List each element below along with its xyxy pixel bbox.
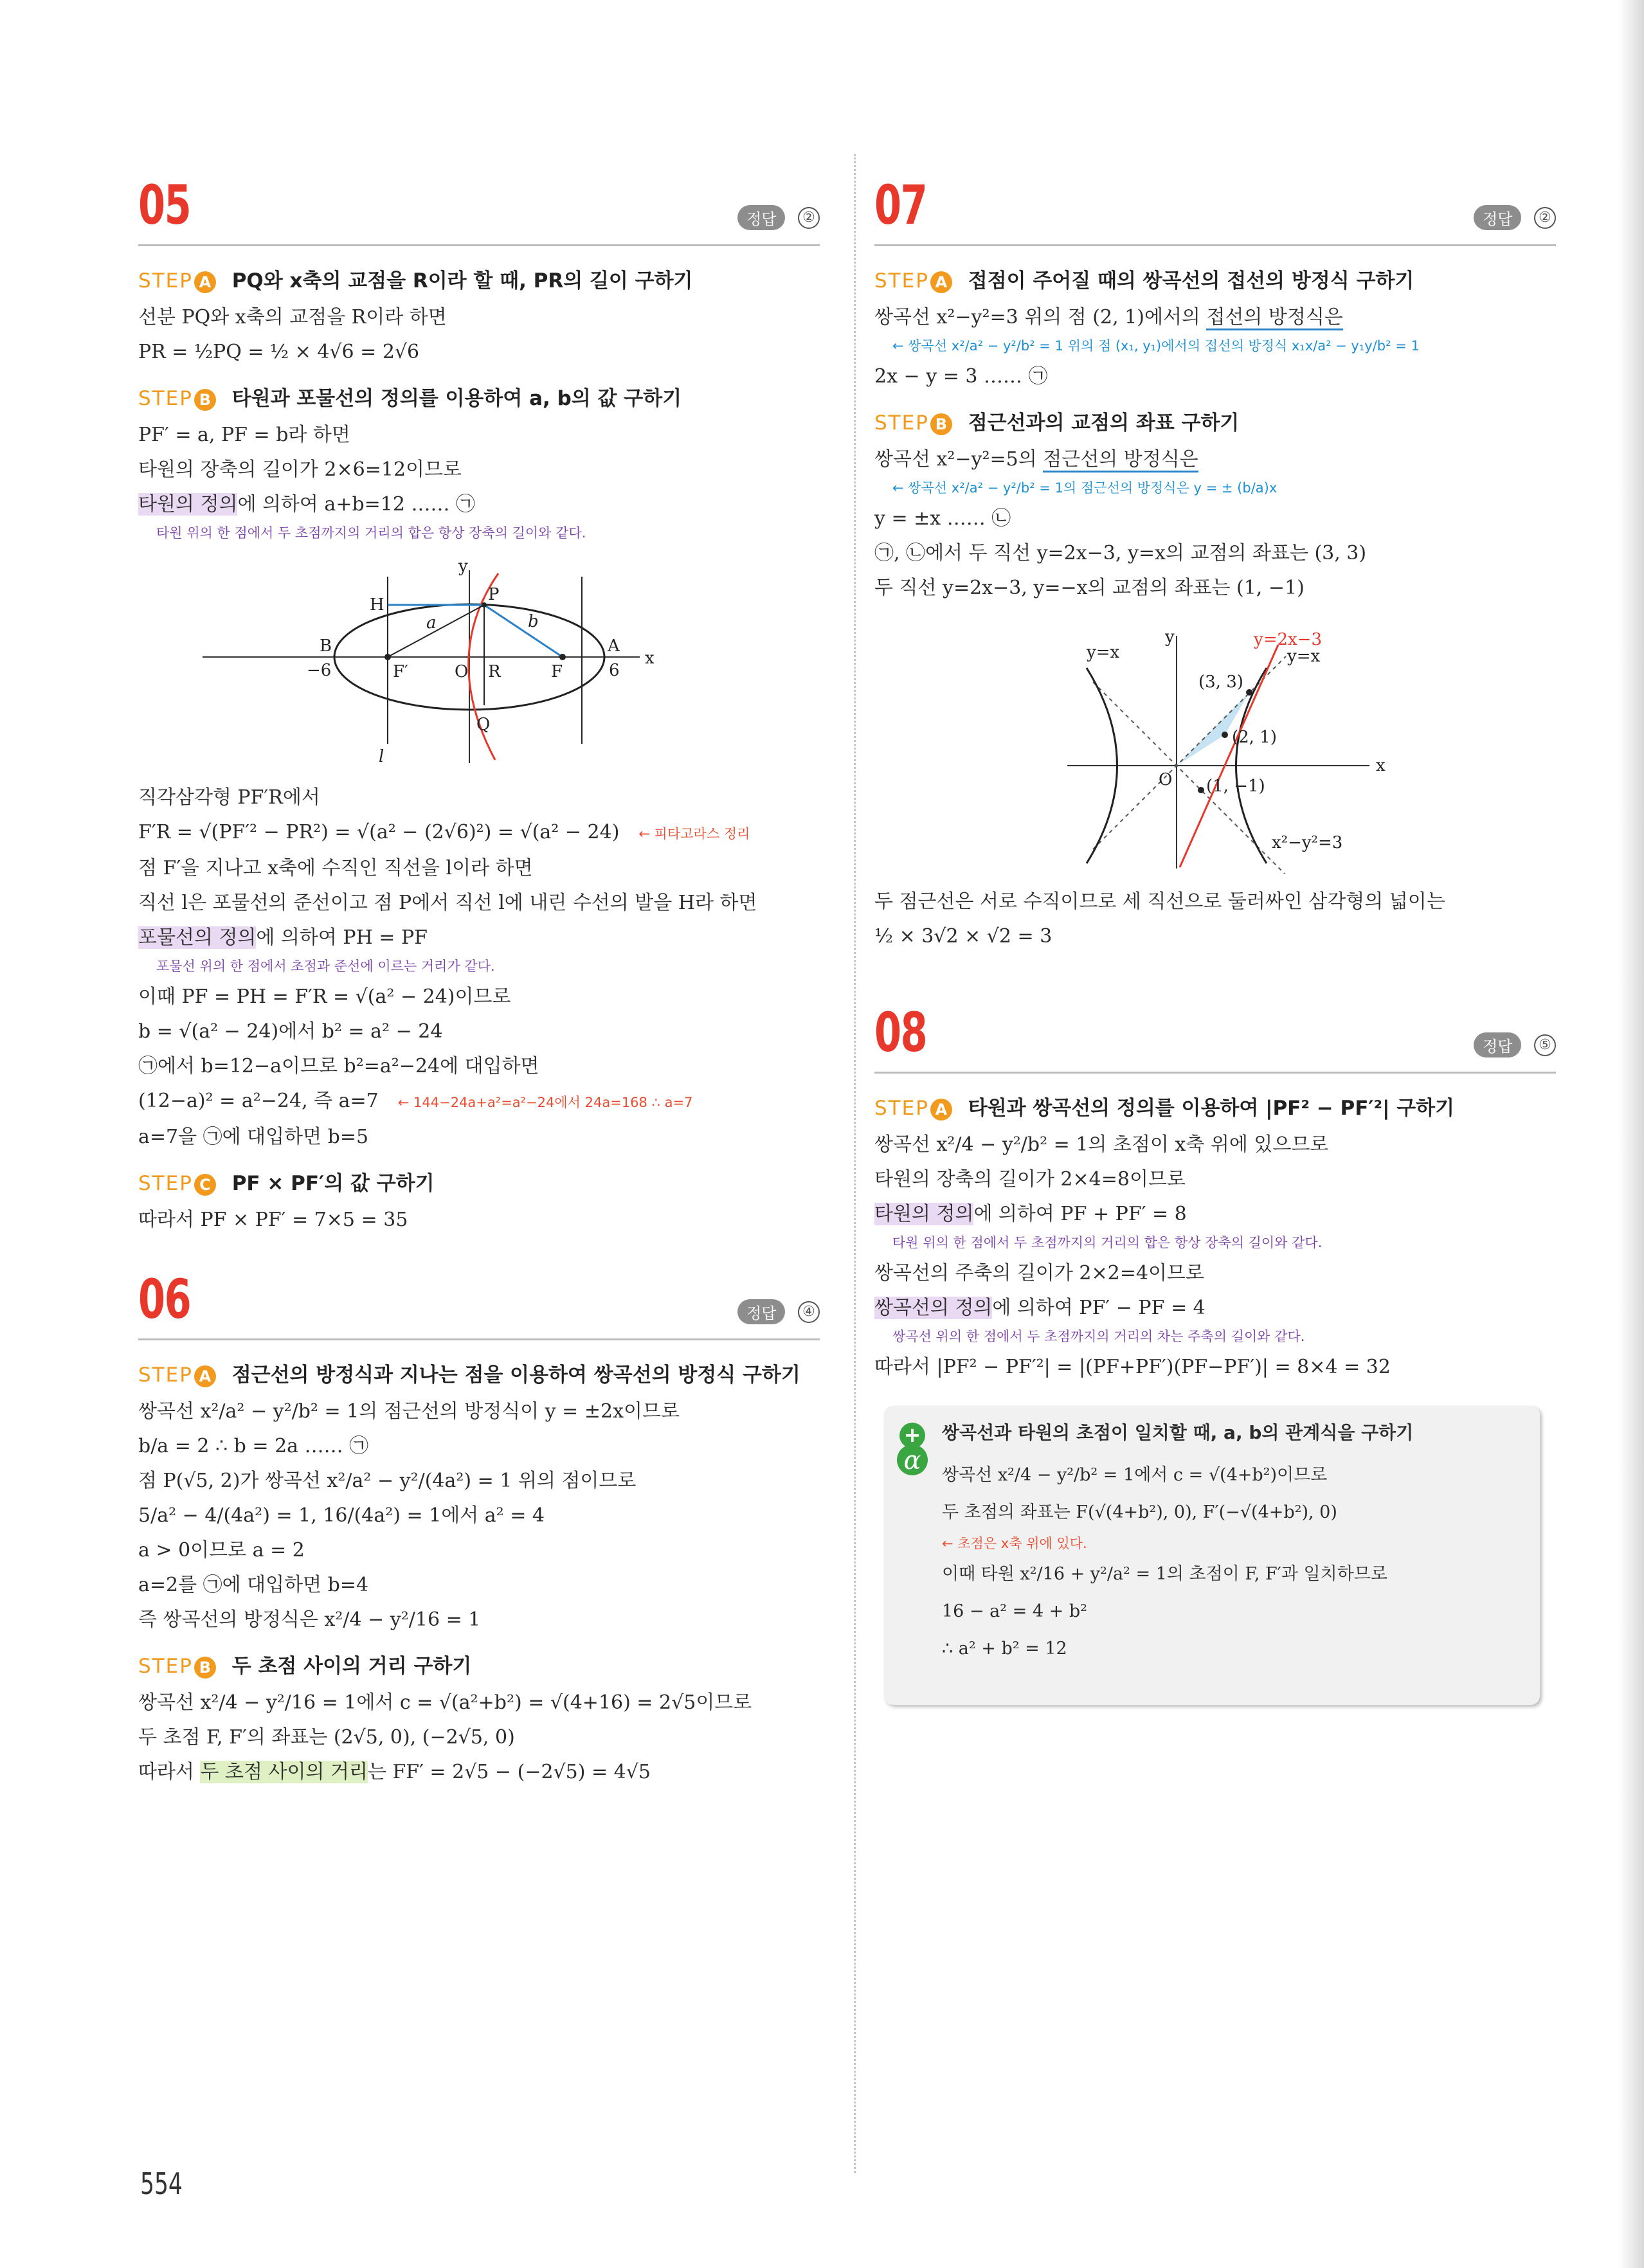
fig-label: b (528, 612, 539, 631)
q05-line-4: 타원의 장축의 길이가 2×6=12이므로 (138, 458, 462, 481)
q08-step-a (874, 1092, 1556, 1120)
answer-badge: 정답 (1474, 205, 1521, 230)
q07-line-1: 쌍곡선 x²−y²=3 위의 점 (2, 1)에서의 접선의 방정식은 (874, 305, 1556, 330)
alpha-line-5: ∴ a² + b² = 12 (942, 1639, 1067, 1659)
q06-line-3: 점 P(√5, 2)가 쌍곡선 x²/a² − y²/(4a²) = 1 위의 점이므로 (138, 1470, 637, 1492)
answer-badge: 정답 (1474, 1032, 1521, 1058)
q07-step-a (874, 264, 1556, 293)
q07-line-4: y = ±x …… ㉡ (874, 507, 1011, 530)
q05-step-c (138, 1167, 820, 1196)
fig-label: x (1376, 756, 1386, 775)
q05-line-3: PF′ = a, PF = b라 하면 (138, 424, 350, 446)
q08-note-ellipse: 타원 위의 한 점에서 두 초점까지의 거리의 합은 항상 장축의 길이와 같다. (892, 1235, 1323, 1250)
q05-line-5: 타원의 정의에 의하여 a+b=12 …… ㉠ (138, 493, 476, 516)
q08-number: 08 (874, 1001, 927, 1064)
q06-step-b (138, 1650, 820, 1679)
step-title: 두 초점 사이의 거리 구하기 (231, 1655, 472, 1678)
fig-label: y=x (1287, 647, 1321, 666)
q05-line-7: F′R = √(PF′² − PR²) = √(a² − (2√6)²) = √(a² − 24) ← 피타고라스 정리 (138, 821, 750, 843)
q06-line-4: 5/a² − 4/(4a²) = 1, 16/(4a²) = 1에서 a² = 4 (138, 1504, 545, 1527)
step-title: 점근선과의 교점의 좌표 구하기 (968, 411, 1240, 435)
answer-badge: 정답 (737, 1299, 785, 1324)
q05-line-15: a=7을 ㉠에 대입하면 b=5 (138, 1126, 369, 1148)
fig-label: x²−y²=3 (1272, 833, 1343, 852)
q08-line-3: 타원의 정의에 의하여 PF + PF′ = 8 (874, 1203, 1187, 1225)
q05-line-11: 이때 PF = PH = F′R = √(a² − 24)이므로 (138, 986, 511, 1008)
step-tag: STEP B (138, 1655, 216, 1678)
step-title: 타원과 쌍곡선의 정의를 이용하여 |PF² − PF′²| 구하기 (968, 1097, 1455, 1120)
fig-label: y (1165, 627, 1175, 647)
q07-answer-choice: ② (1534, 207, 1556, 229)
q05-answer (737, 205, 820, 230)
q05-line-6: 직각삼각형 PF′R에서 (138, 786, 320, 809)
step-title: 접점이 주어질 때의 쌍곡선의 접선의 방정식 구하기 (968, 269, 1414, 292)
fig-label: (2, 1) (1232, 728, 1277, 747)
q08-answer-choice: ⑤ (1534, 1034, 1556, 1056)
q05-line-13: ㉠에서 b=12−a이므로 b²=a²−24에 대입하면 (138, 1055, 539, 1077)
q06-line-1: 쌍곡선 x²/a² − y²/b² = 1의 점근선의 방정식이 y = ±2x이므로 (138, 1400, 680, 1423)
fig-label: y=2x−3 (1254, 630, 1323, 649)
q07-line-5: ㉠, ㉡에서 두 직선 y=2x−3, y=x의 교점의 좌표는 (3, 3) (874, 542, 1367, 564)
fig-label: F′ (393, 662, 408, 681)
q06-answer-choice: ④ (798, 1301, 820, 1323)
q07-line-2: 2x − y = 3 …… ㉠ (874, 365, 1048, 388)
q08-answer (1474, 1032, 1556, 1058)
fig-label: O (1159, 770, 1173, 789)
fig-label: Q (476, 715, 491, 734)
svg-text:α: α (903, 1446, 921, 1475)
q06-line-6: a=2를 ㉠에 대입하면 b=4 (138, 1574, 369, 1596)
alpha-tip-box (884, 1406, 1540, 1705)
highlight-ellipse-def: 타원의 정의 (874, 1203, 974, 1225)
step-title: PF × PF′의 값 구하기 (231, 1172, 435, 1195)
right-column (874, 148, 1556, 1705)
q07-line-8: ½ × 3√2 × √2 = 3 (874, 925, 1052, 948)
alpha-line-3: 이때 타원 x²/16 + y²/a² = 1의 초점이 F, F′과 일치하므로 (942, 1564, 1387, 1584)
q08-line-5: 쌍곡선의 정의에 의하여 PF′ − PF = 4 (874, 1297, 1206, 1319)
alpha-title: 쌍곡선과 타원의 초점이 일치할 때, a, b의 관계식을 구하기 (942, 1422, 1414, 1443)
q08-line-6: 따라서 |PF² − PF′²| = |(PF+PF′)(PF−PF′)| = 8×4 = 32 (874, 1356, 1391, 1378)
plus-alpha-icon (892, 1420, 933, 1479)
fig-label: O (455, 662, 469, 681)
q05-line-10: 포물선의 정의에 의하여 PH = PF (138, 926, 428, 949)
fig-label: 6 (609, 661, 620, 680)
q06-line-5: a > 0이므로 a = 2 (138, 1539, 305, 1562)
q06-line-9: 두 초점 F, F′의 좌표는 (2√5, 0), (−2√5, 0) (138, 1726, 515, 1749)
q05-header (138, 148, 820, 246)
left-column (138, 148, 820, 1794)
fig-label: x (645, 649, 655, 668)
q05-line-2: PR = ½PQ = ½ × 4√6 = 2√6 (138, 341, 420, 363)
q08-line-4: 쌍곡선의 주축의 길이가 2×2=4이므로 (874, 1262, 1204, 1284)
step-tag: STEP B (874, 411, 952, 435)
fig-label: P (488, 585, 500, 604)
fig-label: B (320, 636, 332, 656)
fig-label: (1, −1) (1206, 777, 1265, 796)
q05-step-a (138, 264, 820, 293)
q07-note-asymptote: ← 쌍곡선 x²/a² − y²/b² = 1의 점근선의 방정식은 y = ± (b/a)x (892, 480, 1278, 496)
step-title: PQ와 x축의 교점을 R이라 할 때, PR의 길이 구하기 (231, 269, 693, 292)
q05-line-14: (12−a)² = a²−24, 즉 a=7 ← 144−24a+a²=a²−24에서 24a=168 ∴ a=7 (138, 1090, 693, 1112)
q07-line-7: 두 점근선은 서로 수직이므로 세 직선으로 둘러싸인 삼각형의 넓이는 (874, 890, 1445, 913)
q05-line-9: 직선 l은 포물선의 준선이고 점 P에서 직선 l에 내린 수선의 발을 H라 하면 (138, 892, 757, 914)
underline-tangent: 접선의 방정식은 (1206, 306, 1342, 330)
q06-header (138, 1242, 820, 1340)
q05-step-b (138, 382, 820, 411)
q08-note-hyperbola: 쌍곡선 위의 한 점에서 두 초점까지의 거리의 차는 주축의 길이와 같다. (892, 1329, 1305, 1344)
calc-note: ← 144−24a+a²=a²−24에서 24a=168 ∴ a=7 (397, 1095, 693, 1110)
q07-number: 07 (874, 174, 927, 237)
underline-asymptote: 점근선의 방정식은 (1043, 448, 1198, 473)
fig-label: (3, 3) (1198, 672, 1243, 692)
step-tag: STEP A (874, 269, 952, 292)
page-number: 554 (140, 2166, 183, 2201)
fig-label: a (426, 613, 437, 633)
step-tag: STEP A (138, 269, 216, 292)
q06-line-10: 따라서 두 초점 사이의 거리는 FF′ = 2√5 − (−2√5) = 4√5 (138, 1761, 651, 1783)
step-tag: STEP A (874, 1097, 952, 1120)
q05-note-parabola: 포물선 위의 한 점에서 초점과 준선에 이르는 거리가 같다. (156, 959, 495, 974)
answer-badge: 정답 (737, 205, 785, 230)
alpha-note: ← 초점은 x축 위에 있다. (942, 1536, 1087, 1551)
alpha-line-1: 쌍곡선 x²/4 − y²/b² = 1에서 c = √(4+b²)이므로 (942, 1465, 1328, 1485)
step-title: 점근선의 방정식과 지나는 점을 이용하여 쌍곡선의 방정식 구하기 (231, 1364, 800, 1387)
q06-step-a (138, 1358, 820, 1387)
q06-line-8: 쌍곡선 x²/4 − y²/16 = 1에서 c = √(a²+b²) = √(4+16) = 2√5이므로 (138, 1691, 752, 1714)
q07-answer (1474, 205, 1556, 230)
fig-label: A (608, 636, 620, 656)
step-tag: STEP B (138, 387, 216, 410)
q06-line-7: 즉 쌍곡선의 방정식은 x²/4 − y²/16 = 1 (138, 1608, 481, 1631)
q07-hyperbola-figure (874, 616, 1556, 874)
alpha-line-2: 두 초점의 좌표는 F(√(4+b²), 0), F′(−√(4+b²), 0) (942, 1502, 1337, 1522)
q05-line-8: 점 F′을 지나고 x축에 수직인 직선을 l이라 하면 (138, 857, 533, 879)
pythagoras-note: ← 피타고라스 정리 (638, 826, 750, 842)
q07-header (874, 148, 1556, 246)
column-divider (854, 154, 856, 2173)
step-tag: STEP A (138, 1364, 216, 1387)
q08-line-2: 타원의 장축의 길이가 2×4=8이므로 (874, 1168, 1186, 1191)
q05-note-ellipse: 타원 위의 한 점에서 두 초점까지의 거리의 합은 항상 장축의 길이와 같다. (156, 525, 586, 541)
step-tag: STEP C (138, 1172, 216, 1195)
q05-number: 05 (138, 174, 191, 237)
highlight-parabola-def: 포물선의 정의 (138, 926, 257, 949)
fig-label: y (458, 557, 468, 576)
q06-number: 06 (138, 1268, 191, 1331)
highlight-ellipse-def: 타원의 정의 (138, 493, 238, 516)
step-title: 타원과 포물선의 정의를 이용하여 a, b의 값 구하기 (231, 387, 682, 410)
q05-line-16: 따라서 PF × PF′ = 7×5 = 35 (138, 1209, 408, 1231)
alpha-line-4: 16 − a² = 4 + b² (942, 1601, 1087, 1621)
page-edge-shadow (1618, 0, 1644, 2268)
q07-note-tangent: ← 쌍곡선 x²/a² − y²/b² = 1 위의 점 (x₁, y₁)에서의 접선의 방정식 x₁x/a² − y₁y/b² = 1 (892, 338, 1420, 354)
q05-ellipse-parabola-figure (138, 557, 820, 770)
svg-text:+: + (903, 1423, 921, 1447)
highlight-hyperbola-def: 쌍곡선의 정의 (874, 1297, 993, 1319)
q06-answer (737, 1299, 820, 1324)
highlight-focal-distance: 두 초점 사이의 거리 (200, 1761, 368, 1783)
q05-line-12: b = √(a² − 24)에서 b² = a² − 24 (138, 1020, 443, 1043)
fig-label: H (370, 595, 384, 615)
fig-label: y=x (1087, 643, 1120, 662)
fig-label: F (551, 662, 563, 681)
fig-label: −6 (307, 661, 332, 680)
q08-line-1: 쌍곡선 x²/4 − y²/b² = 1의 초점이 x축 위에 있으므로 (874, 1133, 1329, 1156)
fig-label: R (488, 662, 501, 681)
alpha-body (942, 1457, 1387, 1673)
q06-line-2: b/a = 2 ∴ b = 2a …… ㉠ (138, 1435, 369, 1457)
fig-label: l (379, 747, 384, 766)
q05-line-1: 선분 PQ와 x축의 교점을 R이라 하면 (138, 306, 447, 328)
q08-header (874, 975, 1556, 1074)
q07-line-6: 두 직선 y=2x−3, y=−x의 교점의 좌표는 (1, −1) (874, 577, 1305, 599)
q07-line-3: 쌍곡선 x²−y²=5의 점근선의 방정식은 (874, 447, 1556, 473)
q07-step-b (874, 406, 1556, 435)
q05-answer-choice: ② (798, 207, 820, 229)
